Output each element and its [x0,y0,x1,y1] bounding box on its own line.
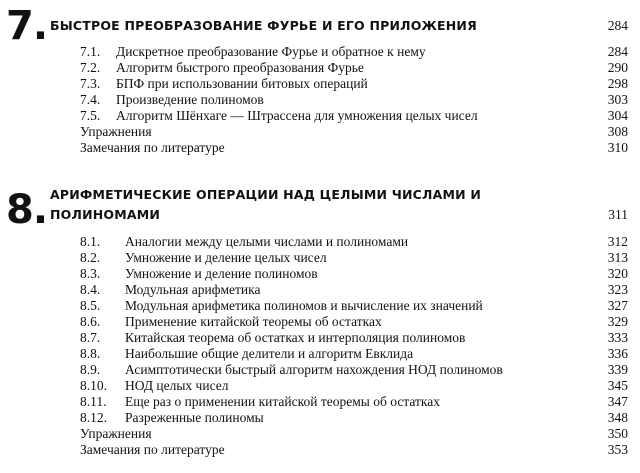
section-page: 320 [607,266,628,281]
section-title: Замечания по литературе [80,140,225,155]
section-number: 7.1. [80,44,101,59]
section-page: 327 [607,298,628,313]
toc-entry-8-4 [0,282,640,298]
section-title: БПФ при использовании битовых операций [116,76,368,91]
section-number: 8.3. [80,266,101,281]
toc-entry-8-5 [0,298,640,314]
section-number: 7.5. [80,108,101,123]
chapter-8-title-line-2: ПОЛИНОМАМИ [50,207,161,222]
toc-entry-8-9 [0,362,640,378]
toc-entry-7-1 [0,44,640,60]
section-title: Алгоритм Шёнхаге — Штрассена для умножения целых чисел [116,108,478,123]
chapter-8-number: 8. [6,187,48,233]
section-title: Замечания по литературе [80,442,225,457]
section-title: Асимптотически быстрый алгоритм нахождения НОД полиномов [125,362,503,377]
section-number: 8.6. [80,314,101,329]
chapter-8-title-line-1: АРИФМЕТИЧЕСКИЕ ОПЕРАЦИИ НАД ЦЕЛЫМИ ЧИСЛАМИ И [50,187,482,202]
chapter-7-header [0,0,640,49]
section-title: Еще раз о применении китайской теоремы об остатках [125,394,441,409]
chapter-7-number: 7. [6,3,48,49]
toc-entry-8-1 [0,234,640,250]
section-number: 8.11. [80,394,107,409]
toc-entry-7-3 [0,76,640,92]
toc-entry-7-5 [0,108,640,124]
section-number: 7.3. [80,76,101,91]
chapter-8-header [0,176,640,232]
section-page: 303 [607,92,628,107]
chapter-7-page: 284 [607,18,628,33]
section-page: 353 [607,442,628,457]
section-title: Упражнения [80,426,152,441]
toc-entry-8-6 [0,314,640,330]
section-title: Наибольшие общие делители и алгоритм Евклида [125,346,414,361]
toc-entry-8-11 [0,394,640,410]
section-page: 333 [607,330,628,345]
chapter-7-title: БЫСТРОЕ ПРЕОБРАЗОВАНИЕ ФУРЬЕ И ЕГО ПРИЛОЖЕНИЯ [50,18,477,33]
section-title: Умножение и деление целых чисел [125,250,327,265]
section-page: 308 [607,124,628,139]
section-page: 345 [607,378,628,393]
section-number: 8.9. [80,362,101,377]
section-page: 312 [607,234,628,249]
section-title: Модульная арифметика полиномов и вычисление их значений [125,298,483,313]
toc-entry-8-3 [0,266,640,282]
section-number: 8.2. [80,250,101,265]
section-page: 298 [607,76,628,91]
section-title: Аналогии между целыми числами и полиномами [125,234,409,249]
section-number: 8.5. [80,298,101,313]
toc-entry-7-4 [0,92,640,108]
toc-entry-7-2 [0,60,640,76]
section-page: 350 [607,426,628,441]
section-page: 310 [607,140,628,155]
section-title: Разреженные полиномы [125,410,264,425]
section-title: НОД целых чисел [125,378,229,393]
section-page: 290 [607,60,628,75]
toc-entry-8-exercises [0,426,640,442]
chapter-8-page: 311 [608,207,628,222]
section-page: 347 [607,394,628,409]
section-page: 304 [607,108,628,123]
toc-entry-7-exercises [0,124,640,140]
toc-entry-7-notes [0,140,640,156]
section-title: Упражнения [80,124,152,139]
section-page: 329 [607,314,628,329]
toc-entry-8-7 [0,330,640,346]
section-title: Алгоритм быстрого преобразования Фурье [116,60,364,75]
section-title: Умножение и деление полиномов [125,266,318,281]
section-title: Применение китайской теоремы об остатках [125,314,382,329]
section-number: 8.4. [80,282,101,297]
section-number: 8.8. [80,346,101,361]
toc-entry-8-8 [0,346,640,362]
section-title: Китайская теорема об остатках и интерполяция полиномов [125,330,466,345]
toc-entry-8-notes [0,442,640,458]
section-number: 8.10. [80,378,107,393]
section-page: 313 [607,250,628,265]
section-number: 8.7. [80,330,101,345]
section-title: Модульная арифметика [125,282,261,297]
section-number: 8.1. [80,234,101,249]
section-title: Дискретное преобразование Фурье и обратное к нему [116,44,426,59]
toc-entry-8-10 [0,378,640,394]
toc-entry-8-12 [0,410,640,426]
section-page: 323 [607,282,628,297]
section-page: 336 [607,346,628,361]
section-number: 8.12. [80,410,107,425]
section-title: Произведение полиномов [116,92,264,107]
section-page: 339 [607,362,628,377]
section-page: 348 [607,410,628,425]
toc-entry-8-2 [0,250,640,266]
section-number: 7.4. [80,92,101,107]
section-page: 284 [607,44,628,59]
section-number: 7.2. [80,60,101,75]
